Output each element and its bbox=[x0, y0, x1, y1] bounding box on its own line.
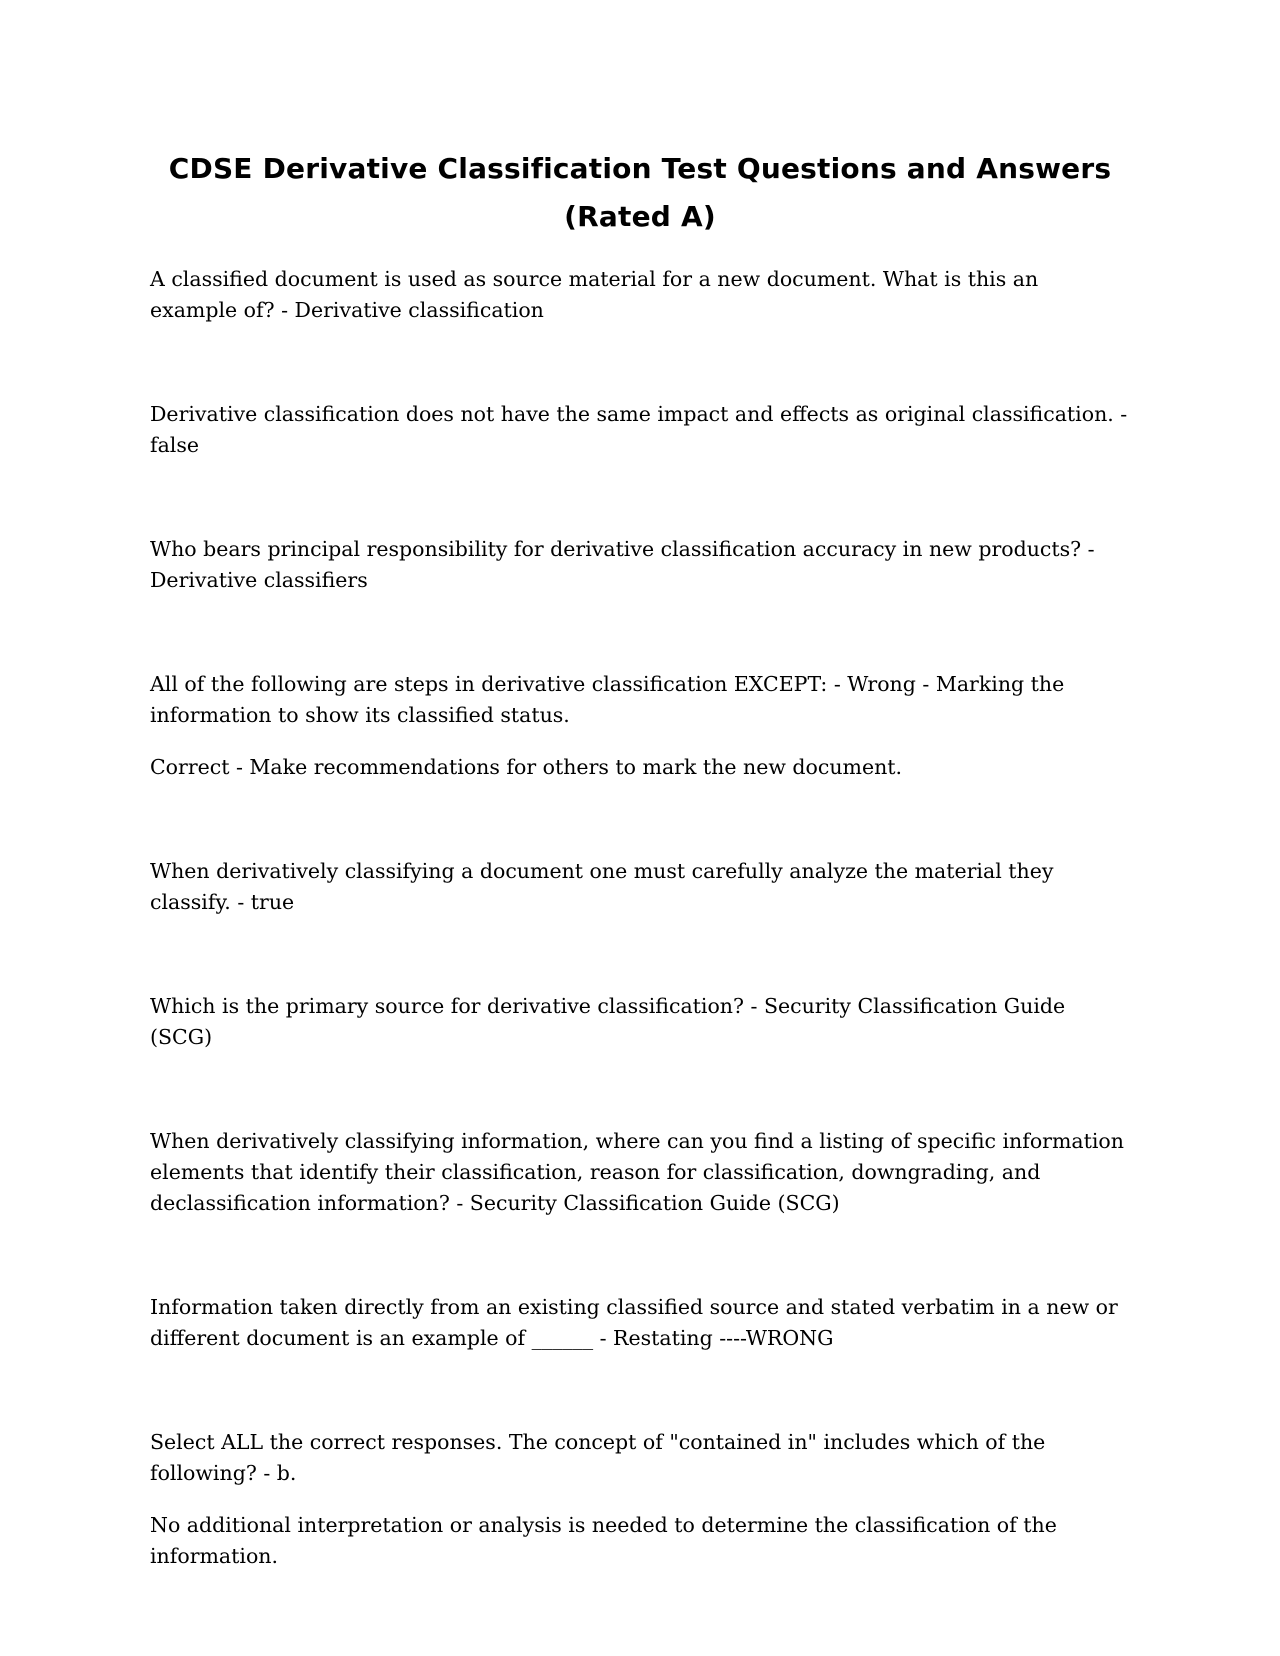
document-page bbox=[150, 145, 1130, 1572]
qa-paragraph-7: When derivatively classifying information, where can you find a listing of specific information elements that identify their classification, reason for classification, downgrading, and declassification information? - Security Classification Guide (SCG) bbox=[150, 1129, 1124, 1215]
qa-paragraph-9-continued: No additional interpretation or analysis is needed to determine the classification of the information. bbox=[150, 1513, 1057, 1568]
document-title bbox=[150, 145, 1130, 241]
qa-paragraph-5: When derivatively classifying a document one must carefully analyze the material they classify. - true bbox=[150, 859, 1054, 914]
qa-paragraph-4-continued: Correct - Make recommendations for others to mark the new document. bbox=[150, 755, 903, 779]
title-line-1: CDSE Derivative Classification Test Questions and Answers bbox=[168, 152, 1112, 185]
qa-paragraph-6: Which is the primary source for derivative classification? - Security Classification Guide (SCG) bbox=[150, 994, 1066, 1049]
title-line-2: (Rated A) bbox=[564, 200, 716, 233]
qa-paragraph-2: Derivative classification does not have the same impact and effects as original classification. - false bbox=[150, 402, 1128, 457]
qa-paragraph-4: All of the following are steps in derivative classification EXCEPT: - Wrong - Marking the information to show its classified status. bbox=[150, 672, 1065, 727]
qa-paragraph-9: Select ALL the correct responses. The concept of "contained in" includes which of the following? - b. bbox=[150, 1430, 1046, 1485]
qa-paragraph-1: A classified document is used as source material for a new document. What is this an example of? - Derivative classification bbox=[150, 267, 1039, 322]
qa-paragraph-8: Information taken directly from an existing classified source and stated verbatim in a new or different document is an example of ______ - Restating ----WRONG bbox=[150, 1295, 1118, 1350]
qa-paragraph-3: Who bears principal responsibility for derivative classification accuracy in new products? - Derivative classifiers bbox=[150, 537, 1095, 592]
